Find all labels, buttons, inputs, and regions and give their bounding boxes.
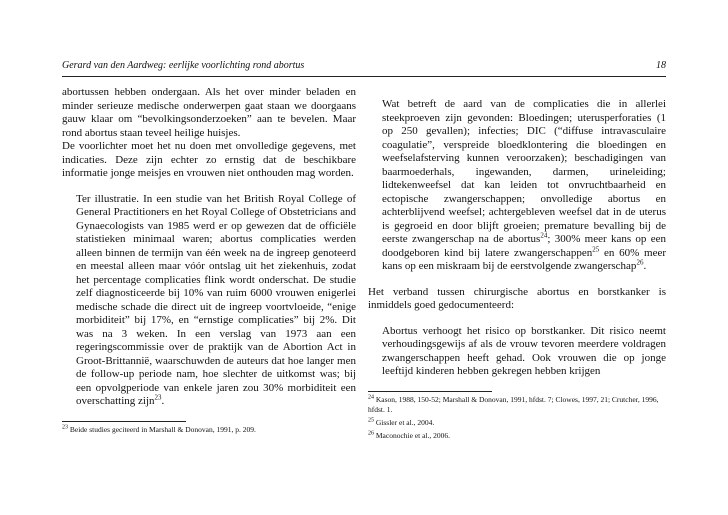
quote-text: Wat betreft de aard van de complicaties die in allerlei steekproeven zijn gevonden: Bloedingen; uterusperforaties (1 op 250 gevallen); infecties; DIC (“diffuse intravasculaire coagulatie”, verspreide bloedklontering die bloedingen en weefselafsterving kunnen veroorzaken); beschadigingen van baarmoederhals, ingewanden, darmen, urineleiding; lidtekenweefsel dat kan leiden tot onvruchtbaarheid en ectopische zwangerschappen; onvolledige abortus en achterblijvend weefsel; achtergebleven weefsel dat in de uterus is gegroeid en door blijft groeien; premature bevalling bij de eerste zwangerschap na de abortus: [382, 98, 666, 245]
block-quote-illustration: [76, 193, 356, 409]
left-column: [62, 86, 356, 435]
footnote-number: 23: [62, 424, 68, 430]
footnote-rule: [368, 391, 492, 392]
paragraph-2: De voorlichter moet het nu doen met onvolledige gegevens, met indicaties. Deze zijn echter zo ernstig dat de beschikbare informatie jonge meisjes en vrouwen niet onthouden mag worden.: [62, 140, 356, 179]
footnote-25: [368, 418, 666, 428]
footnote-text: Gissler et al., 2004.: [375, 417, 435, 427]
quote-end: .: [161, 395, 165, 407]
footnote-number: 26: [368, 430, 374, 436]
paragraph-1: abortussen hebben ondergaan. Als het over minder beladen en minder serieuze medische onderwerpen gaat staan we doorgaans gauw klaar om “bevolkingsonderzoeken” aan te bevelen. Maar rond abortus staan teveel heilige huisjes.: [62, 86, 356, 139]
footnote-ref-23[interactable]: 23: [154, 393, 162, 402]
right-column: [368, 86, 666, 441]
header-rule: [62, 76, 666, 77]
footnote-text: Kason, 1988, 150-52; Marshall & Donovan, 1991, hfdst. 7; Clowes, 1997, 21; Crutcher, 1996, hfdst. 1.: [368, 394, 659, 414]
footnote-26: [368, 431, 666, 441]
block-quote-complications: [382, 98, 666, 274]
footnote-rule: [62, 421, 186, 422]
footnote-number: 24: [368, 394, 374, 400]
paragraph-breast-cancer: Het verband tussen chirurgische abortus en borstkanker is inmiddels goed gedocumenteerd:: [368, 285, 666, 311]
quote-text: ; 300% meer kans op een doodgeboren kind bij latere zwangerschappen: [382, 233, 666, 259]
footnote-ref-26[interactable]: 26: [636, 258, 644, 267]
quote-end: .: [643, 260, 647, 272]
footnote-23: [62, 425, 356, 435]
footnote-text: Maconochie et al., 2006.: [375, 430, 451, 440]
footnote-ref-24[interactable]: 24: [540, 231, 548, 240]
page-number: 18: [656, 60, 666, 71]
running-header: [62, 60, 666, 72]
footnote-text: Beide studies geciteerd in Marshall & Donovan, 1991, p. 209.: [69, 424, 256, 434]
block-quote-breast-cancer: Abortus verhoogt het risico op borstkanker. Dit risico neemt verhoudingsgewijs af als de vrouw tevoren meerdere voldragen zwangerschappen heeft gehad. Ook vrouwen die op jonge leeftijd kinderen hebben gekregen hebben krijgen: [382, 324, 666, 377]
running-title: Gerard van den Aardweg: eerlijke voorlichting rond abortus: [62, 60, 305, 71]
footnote-ref-25[interactable]: 25: [592, 244, 600, 253]
footnote-number: 25: [368, 417, 374, 423]
quote-text: en 60% meer kans op een miskraam bij de eerstvolgende zwangerschap: [382, 246, 667, 272]
quote-text: Ter illustratie. In een studie van het British Royal College of General Practitioners en het Royal College of Obstetricians and Gynaecologists van 1985 werd er op gewezen dat de officiële statistieken minimaal waren; abortus complicaties werden alleen binnen de termijn van één week na de ingreep genoteerd en meestal alleen maar vóór ontslag uit het ziekenhuis, zodat het percentage complicaties flink wordt onderschat. De studie zelf diagnosticeerde bij 10% van ruim 6000 vrouwen enigerlei medische schade die direct uit de ingreep voortvloeide, “enige morbiditeit” bij 17%, en “ernstige complicaties” bij 2%. Dit was na 3 weken. In een verslag van 1973 aan een regeringscommissie over de praktijk van de Abortion Act in Groot-Brittannië, waarschuwden de auteurs dat hoe langer men de follow-up periode nam, hoe slechter de uitkomst was; bij een opvolgperiode van enkele jaren zou 30% morbiditeit een overschatting zijn: [76, 192, 356, 407]
footnote-24: [368, 395, 666, 415]
